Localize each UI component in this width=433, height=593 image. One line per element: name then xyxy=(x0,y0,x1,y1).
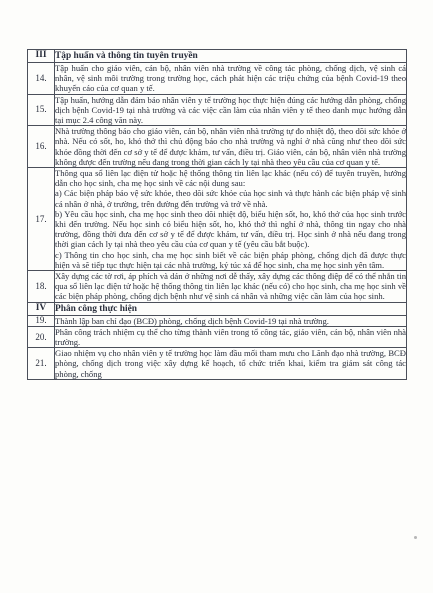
plan-table-fragment xyxy=(27,49,407,380)
table-row xyxy=(28,271,407,303)
row-content xyxy=(55,348,407,380)
row-paragraph: Phân công trách nhiệm cụ thể cho từng thành viên trong tổ công tác, giáo viên, cán bộ, nhân viên nhà trường. xyxy=(55,326,406,348)
row-paragraph: Tập huấn và thông tin tuyên truyền xyxy=(55,51,198,61)
row-paragraph: Tập huấn, hướng dẫn đảm bảo nhân viên y tế trường học thực hiện đúng các hướng dẫn phòng, chống dịch bệnh Covid-19 tại nhà trường và các việc cần làm của nhân viên y tế theo danh mục hướng dẫn tại mục 2.4 công văn này. xyxy=(55,94,406,126)
row-number: 20. xyxy=(28,326,55,347)
row-number: IV xyxy=(28,302,55,315)
row-number: 14. xyxy=(28,63,55,95)
plan-table-body xyxy=(28,50,407,380)
row-paragraph: c) Thông tin cho học sinh, cha mẹ học sinh biết về các biện pháp phòng, chống dịch đã được thực hiện và sẽ tiếp tục thực hiện tại các nhà trường, ký túc xá để học sinh, cha mẹ học sinh yên tâm. xyxy=(55,249,406,270)
row-paragraph: Thông qua sổ liên lạc điện tử hoặc hệ thống thông tin liên lạc khác (nếu có) để tuyên truyền, hướng dẫn cho học sinh, cha mẹ học sinh về các nội dung sau: xyxy=(55,168,406,189)
row-content xyxy=(55,315,407,326)
row-number: 18. xyxy=(28,271,55,303)
row-paragraph: b) Yêu cầu học sinh, cha mẹ học sinh theo dõi nhiệt độ, biểu hiện sốt, ho, khó thở của học sinh trước khi đến trường. Nếu học sinh có biểu hiện sốt, ho, khó thở thì nghỉ ở nhà, thông tin ngay cho nhà trường, đồng thời đưa đến cơ sở y tế để được khám, tư vấn, điều trị. Học sinh ở nhà nếu đang trong thời gian cách ly tại nhà theo yêu cầu của cơ quan y tế (yêu cầu bắt buộc). xyxy=(55,208,406,250)
table-row xyxy=(28,168,407,271)
row-paragraph: Nhà trường thông báo cho giáo viên, cán bộ, nhân viên nhà trường tự đo nhiệt độ, theo dõi sức khỏe ở nhà. Nếu có sốt, ho, khó thở thì chủ động báo cho nhà trường và nghỉ ở nhà cũng như theo dõi sức khỏe đồng thời đến cơ sở y tế để được khám, tư vấn, điều trị. Giáo viên, cán bộ, nhân viên nhà trường không được đến trường nếu đang trong thời gian cách ly tại nhà theo yêu cầu của cơ quan y tế. xyxy=(55,126,406,167)
section-heading xyxy=(55,302,407,315)
table-row xyxy=(28,348,407,380)
row-number: 17. xyxy=(28,168,55,271)
row-paragraph: Tập huấn cho giáo viên, cán bộ, nhân viên nhà trường về công tác phòng, chống dịch, vệ sinh cá nhân, vệ sinh môi trường trong trường học, cách phát hiện các triệu chứng của bệnh Covid-19 theo khuyến cáo của cơ quan y tế. xyxy=(55,63,406,94)
section-heading xyxy=(55,50,407,63)
table-row xyxy=(28,94,407,126)
row-number: III xyxy=(28,50,55,63)
row-content xyxy=(55,126,407,168)
row-paragraph: Phân công thực hiện xyxy=(55,303,137,314)
row-content xyxy=(55,326,407,347)
table-row xyxy=(28,315,407,326)
row-paragraph: Giao nhiệm vụ cho nhân viên y tế trường học làm đầu mối tham mưu cho Lãnh đạo nhà trường, BCĐ phòng, chống dịch trong việc xây dựng kế hoạch, tổ chức triển khai, kiểm tra giám sát công tác phòng, chống xyxy=(55,348,406,379)
row-number: 15. xyxy=(28,94,55,126)
table-row xyxy=(28,326,407,347)
scan-speck xyxy=(414,536,417,539)
row-number: 16. xyxy=(28,126,55,168)
row-number: 19. xyxy=(28,315,55,326)
row-content xyxy=(55,271,407,303)
row-paragraph: Thành lập ban chỉ đạo (BCĐ) phòng, chống dịch bệnh Covid-19 tại nhà trường. xyxy=(55,315,329,326)
row-paragraph: Xây dựng các tờ rơi, áp phích và dán ở những nơi dễ thấy, xây dựng các thông điệp để có thể nhắn tin qua sổ liên lạc điện tử hoặc hệ thống thông tin liên lạc khác (nếu có) cho học sinh, cha mẹ học sinh về các biện pháp phòng, chống dịch bệnh như vệ sinh cá nhân và những việc cần làm của học sinh. xyxy=(55,271,406,302)
section-row xyxy=(28,50,407,63)
row-paragraph: a) Các biện pháp bảo vệ sức khỏe, theo dõi sức khỏe của học sinh và thực hành các biện pháp vệ sinh cá nhân ở nhà, ở trường, trên đường đến trường và trở về nhà. xyxy=(55,188,406,209)
row-number: 21. xyxy=(28,348,55,380)
row-content xyxy=(55,94,407,126)
table-row xyxy=(28,63,407,95)
table-row xyxy=(28,126,407,168)
plan-table xyxy=(27,49,407,380)
section-row xyxy=(28,302,407,315)
row-content xyxy=(55,168,407,271)
row-content xyxy=(55,63,407,95)
